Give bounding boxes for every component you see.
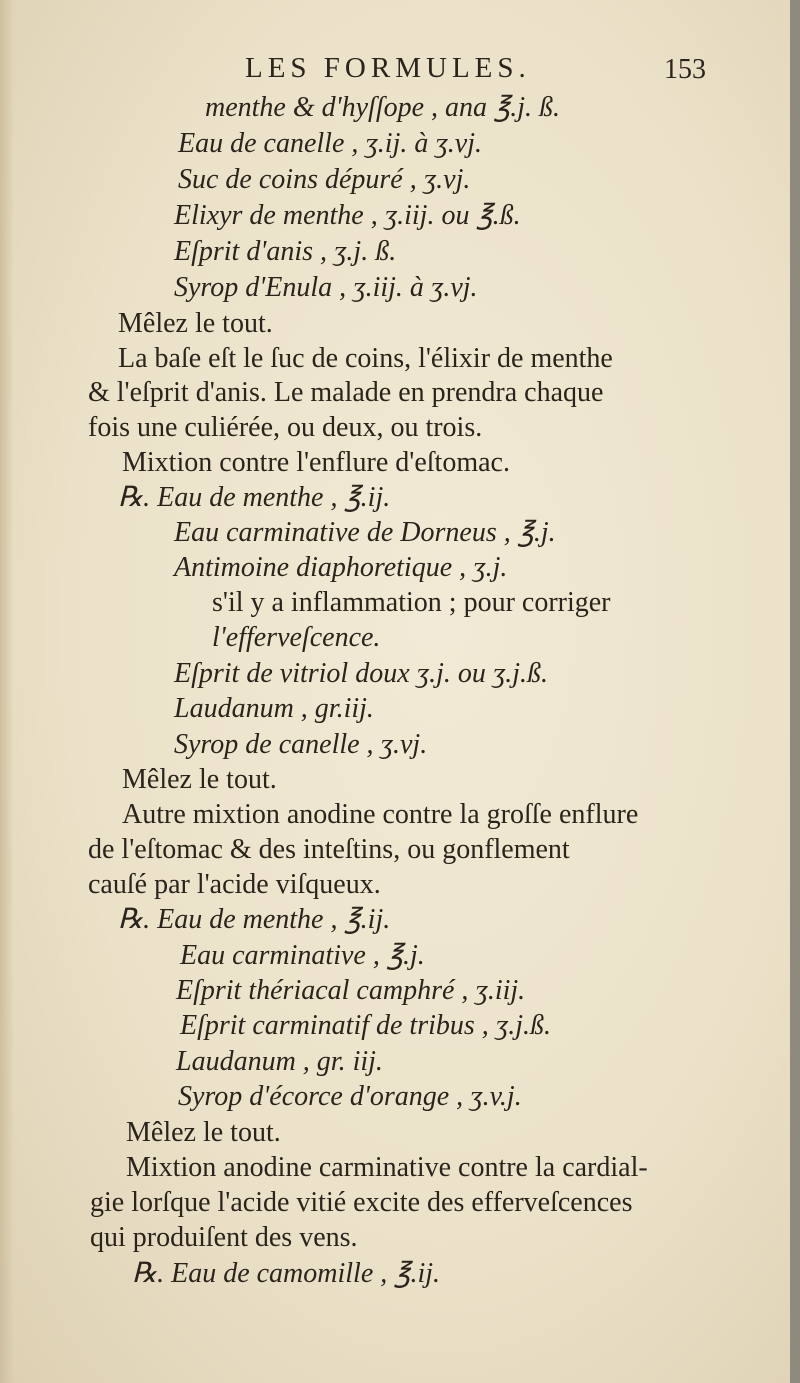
text-line: Mêlez le tout. xyxy=(126,1117,281,1148)
text-line: Eſprit d'anis , ʒ.j. ß. xyxy=(174,236,397,267)
text-line: La baſe eſt le ſuc de coins, l'élixir de menthe xyxy=(118,343,613,374)
text-line: Suc de coins dépuré , ʒ.vj. xyxy=(178,164,471,195)
text-line: Mixtion anodine carminative contre la cardial- xyxy=(126,1152,648,1183)
text-line: Syrop d'écorce d'orange , ʒ.v.j. xyxy=(178,1081,522,1112)
text-line: cauſé par l'acide viſqueux. xyxy=(88,869,381,900)
text-line: Eau carminative de Dorneus , ℥.j. xyxy=(174,517,556,548)
text-line: Elixyr de menthe , ʒ.iij. ou ℥.ß. xyxy=(174,200,521,231)
text-line: gie lorſque l'acide vitié excite des efferveſcences xyxy=(90,1187,633,1218)
page-number: 153 xyxy=(664,54,706,85)
text-line: Syrop d'Enula , ʒ.iij. à ʒ.vj. xyxy=(174,272,478,303)
running-header xyxy=(0,52,800,92)
text-line: menthe & d'hyſſope , ana ℥.j. ß. xyxy=(205,92,560,123)
text-line: Eſprit carminatif de tribus , ʒ.j.ß. xyxy=(180,1010,551,1041)
text-line: l'efferveſcence. xyxy=(212,622,381,653)
text-line: Laudanum , gr. iij. xyxy=(176,1046,383,1077)
text-line: & l'eſprit d'anis. Le malade en prendra chaque xyxy=(88,377,604,408)
text-line: Eſprit thériacal camphré , ʒ.iij. xyxy=(176,975,526,1006)
text-line: Eau carminative , ℥.j. xyxy=(180,940,425,971)
text-line: Mixtion contre l'enflure d'eſtomac. xyxy=(122,447,510,478)
text-line: Autre mixtion anodine contre la groſſe enflure xyxy=(122,799,639,830)
text-line: Mêlez le tout. xyxy=(118,308,273,339)
text-line: ℞. Eau de menthe , ℥.ij. xyxy=(118,482,391,513)
text-line: de l'eſtomac & des inteſtins, ou gonflement xyxy=(88,834,570,865)
text-line: Laudanum , gr.iij. xyxy=(174,693,374,724)
text-line: Mêlez le tout. xyxy=(122,764,277,795)
text-line: qui produiſent des vens. xyxy=(90,1222,358,1253)
text-line: Syrop de canelle , ʒ.vj. xyxy=(174,729,428,760)
text-line: s'il y a inflammation ; pour corriger xyxy=(212,587,611,618)
text-line: ℞. Eau de menthe , ℥.ij. xyxy=(118,904,391,935)
page-left-shadow xyxy=(0,0,14,1383)
text-line: ℞. Eau de camomille , ℥.ij. xyxy=(132,1258,440,1289)
text-line: fois une culiérée, ou deux, ou trois. xyxy=(88,412,483,443)
text-line: Antimoine diaphoretique , ʒ.j. xyxy=(174,552,508,583)
text-line: Eſprit de vitriol doux ʒ.j. ou ʒ.j.ß. xyxy=(174,658,549,689)
text-line: Eau de canelle , ʒ.ij. à ʒ.vj. xyxy=(178,128,482,159)
page-right-edge xyxy=(790,0,800,1383)
running-title: LES FORMULES. xyxy=(245,52,531,84)
